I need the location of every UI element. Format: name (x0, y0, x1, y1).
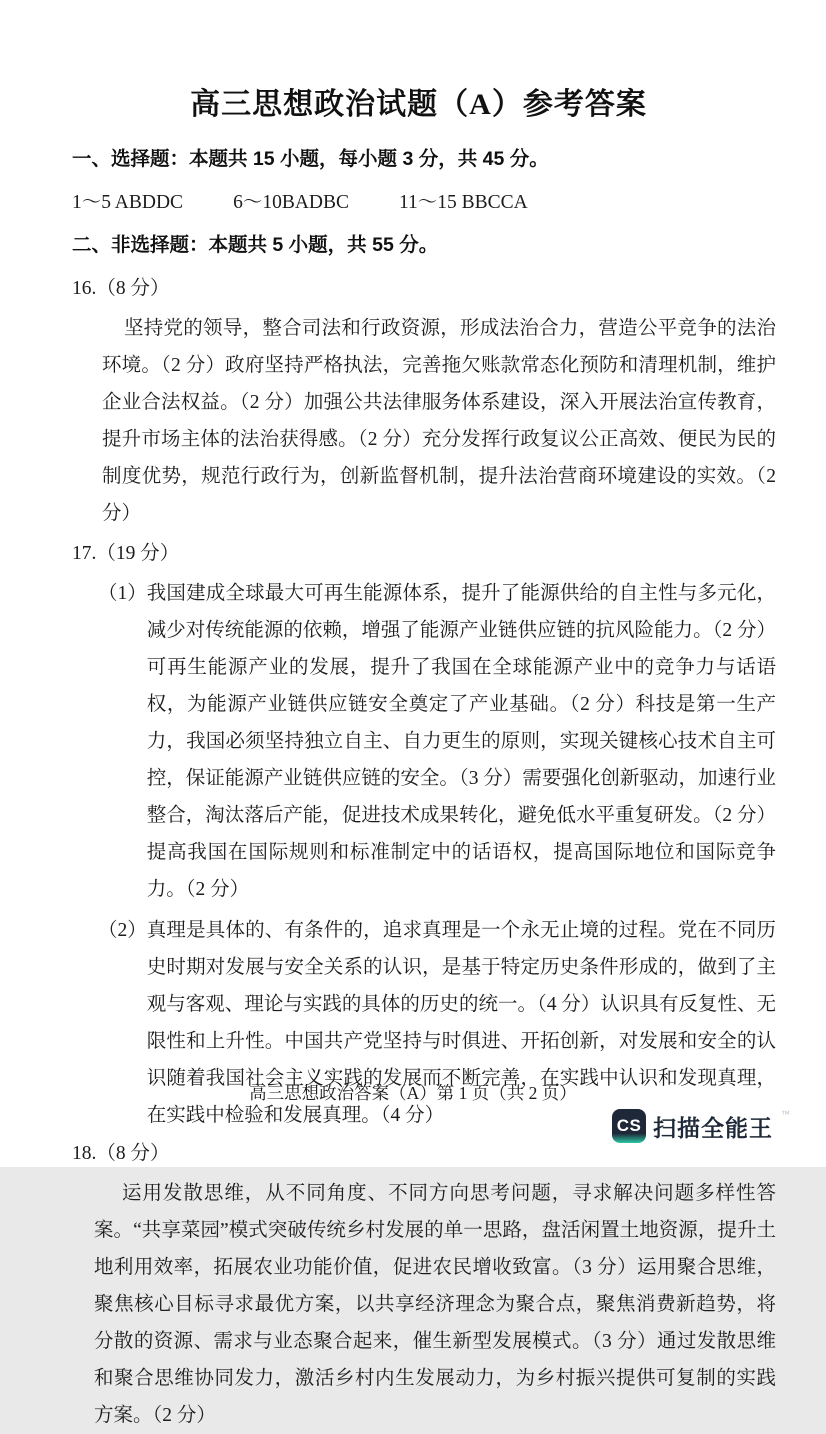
camscanner-icon-text: CS (616, 1116, 642, 1135)
choice-section-heading: 一、选择题：本题共 15 小题，每小题 3 分，共 45 分。 (72, 147, 549, 170)
question-16-answer: 坚持党的领导，整合司法和行政资源，形成法治合力，营造公平竞争的法治环境。（2 分）政府坚持严格执法，完善拖欠账款常态化预防和清理机制，维护企业合法权益。（2 分）加强公共法律服务体系建设，深入开展法治宣传教育，提升市场主体的法治获得感。（2 分）充分发挥行政复议公正高效、便民为民的制度优势，规范行政行为，创新监督机制，提升法治营商环境建设的实效。（2 分） (102, 317, 776, 524)
camscanner-watermark (612, 1109, 790, 1143)
question-17-item-1 (98, 575, 776, 908)
answer-key-6-10: 6～10BADBC (233, 191, 349, 213)
question-16 (72, 273, 776, 532)
trademark-mark: ™ (781, 1109, 790, 1119)
question-16-number: 16.（8 分） (72, 277, 170, 299)
answer-key-11-15: 11～15 BBCCA (399, 191, 528, 213)
nonchoice-section-heading: 二、非选择题：本题共 5 小题，共 55 分。 (72, 233, 439, 256)
question-17-item-2-answer: 真理是具体的、有条件的，追求真理是一个永无止境的过程。党在不同历史时期对发展与安全关系的认识，是基于特定历史条件形成的，做到了主观与客观、理论与实践的具体的历史的统一。（4 分）认识具有反复性、无限性和上升性。中国共产党坚持与时俱进、开拓创新，对发展和安全的认识随着我国社会主义实践的发展而不断完善，在实践中认识和发现真理，在实践中检验和发展真理。（4 分） (146, 919, 776, 1126)
camscanner-icon (612, 1109, 646, 1143)
question-17 (72, 538, 776, 1134)
question-18 (72, 1138, 776, 1434)
question-18-answer: 运用发散思维，从不同角度、不同方向思考问题，寻求解决问题多样性答案。“共享菜园”模式突破传统乡村发展的单一思路，盘活闲置土地资源，提升土地利用效率，拓展农业功能价值，促进农民增收致富。（3 分）运用聚合思维，聚焦核心目标寻求最优方案，以共享经济理念为聚合点，聚焦消费新趋势，将分散的资源、需求与业态聚合起来，催生新型发展模式。（3 分）通过发散思维和聚合思维协同发力，激活乡村内生发展动力，为乡村振兴提供可复制的实践方案。（2 分） (94, 1182, 776, 1426)
question-17-item-2-label: （2） (98, 919, 147, 941)
page-title: 高三思想政治试题（A）参考答案 (190, 88, 647, 121)
question-17-item-1-label: （1） (98, 582, 147, 604)
camscanner-label: 扫描全能王 (653, 1114, 773, 1141)
answer-key-1-5: 1～5 ABDDC (72, 191, 184, 213)
page-footer: 高三思想政治答案（A）第 1 页（共 2 页） (249, 1083, 577, 1103)
answer-key-row (72, 187, 776, 218)
question-17-item-1-answer: 我国建成全球最大可再生能源体系，提升了能源供给的自主性与多元化，减少对传统能源的依赖，增强了能源产业链供应链的抗风险能力。（2 分）可再生能源产业的发展，提升了我国在全球能源产业中的竞争力与话语权，为能源产业链供应链安全奠定了产业基础。（2 分）科技是第一生产力，我国必须坚持独立自主、自力更生的原则，实现关键核心技术自主可控，保证能源产业链供应链的安全。（3 分）需要强化创新驱动，加速行业整合，淘汰落后产能，促进技术成果转化，避免低水平重复研发。（2 分）提高我国在国际规则和标准制定中的话语权，提高国际地位和国际竞争力。（2 分） (146, 582, 776, 900)
question-17-number: 17.（19 分） (72, 542, 180, 564)
question-18-number: 18.（8 分） (72, 1142, 170, 1164)
